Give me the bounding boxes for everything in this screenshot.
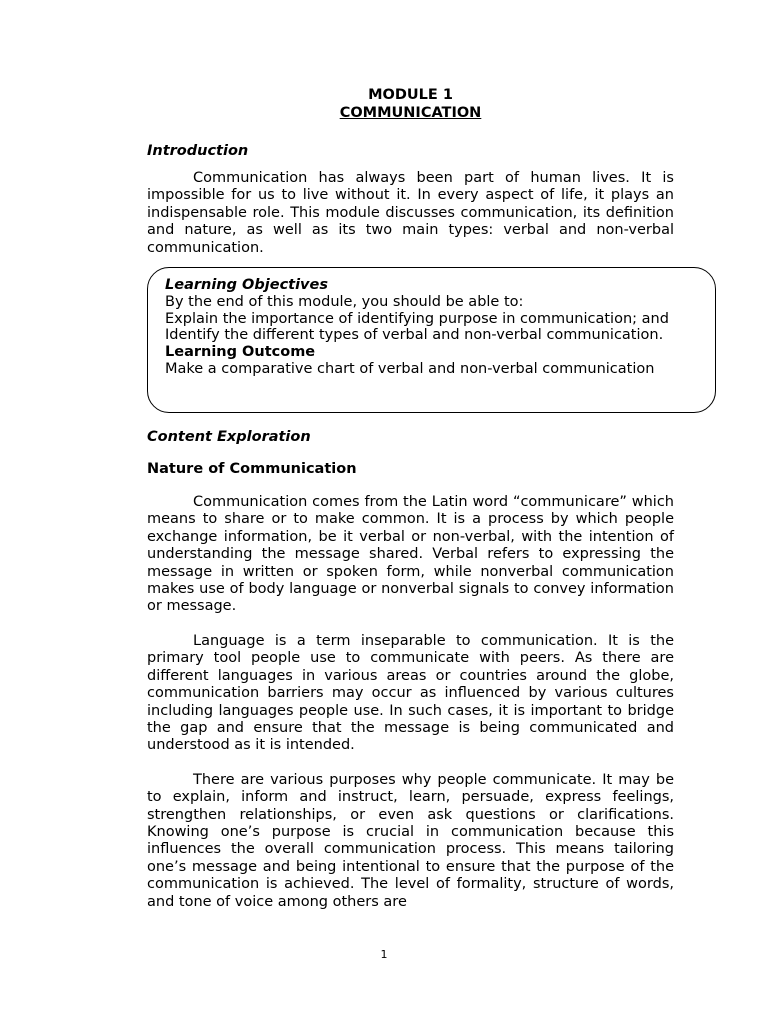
content-exploration-heading: Content Exploration bbox=[147, 429, 311, 446]
body-paragraph: There are various purposes why people communicate. It may be to explain, inform and instruct, learn, persuade, express feelings, strengthen relationships, or even ask questions or clarifications. Knowing one’s purpose is crucial in communication because this influences the overall communication process. This means tailoring one’s message and being intentional to ensure that the purpose of the communication is achieved. The level of formality, structure of words, and tone of voice among others are bbox=[147, 771, 674, 910]
objectives-lead: By the end of this module, you should be able to: bbox=[165, 294, 524, 311]
body-paragraph: Communication comes from the Latin word “communicare” which means to share or to make common. It is a process by which people exchange information, be it verbal or non-verbal, with the intention of understanding the message shared. Verbal refers to expressing the message in written or spoken form, while nonverbal communication makes use of body language or nonverbal signals to convey information or message. bbox=[147, 494, 674, 615]
nature-of-communication-heading: Nature of Communication bbox=[147, 461, 357, 478]
body-paragraph: Language is a term inseparable to communication. It is the primary tool people use to communicate with peers. As there are different languages in various areas or countries around the globe, communication barriers may occur as influenced by various cultures including languages people use. In such cases, it is important to bridge the gap and ensure that the message is being communicated and understood as it is intended. bbox=[147, 632, 674, 754]
learning-outcome-heading: Learning Outcome bbox=[165, 343, 316, 360]
page-content bbox=[147, 86, 674, 911]
learning-outcome-text: Make a comparative chart of verbal and non-verbal communication bbox=[165, 360, 655, 377]
learning-objectives-box bbox=[147, 267, 716, 413]
page-title: COMMUNICATION bbox=[339, 105, 482, 121]
page-number: 1 bbox=[380, 948, 388, 961]
module-label: MODULE 1 bbox=[368, 87, 453, 103]
introduction-heading: Introduction bbox=[147, 143, 249, 159]
objective-item: Identify the different types of verbal and non-verbal communication. bbox=[165, 327, 664, 344]
objective-item: Explain the importance of identifying purpose in communication; and bbox=[165, 310, 669, 327]
learning-objectives-content bbox=[165, 277, 697, 401]
introduction-paragraph: Communication has always been part of human lives. It is impossible for us to live without it. In every aspect of life, it plays an indispensable role. This module discusses communication, its definition and nature, as well as its two main types: verbal and non-verbal communication. bbox=[147, 170, 674, 256]
learning-objectives-heading: Learning Objectives bbox=[165, 277, 328, 294]
